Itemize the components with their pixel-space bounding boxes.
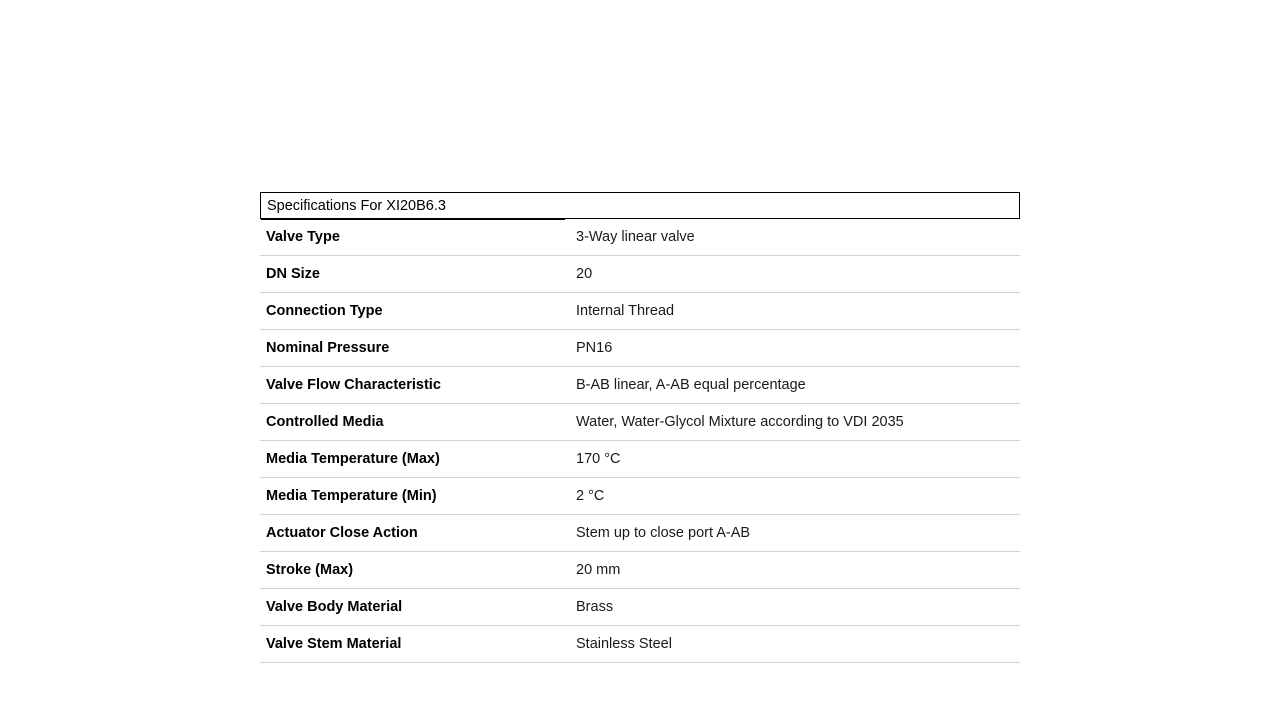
spec-label: Media Temperature (Max) xyxy=(260,441,570,478)
spec-label: Valve Stem Material xyxy=(260,626,570,663)
specifications-table-body xyxy=(260,219,1020,663)
spec-value: Stainless Steel xyxy=(570,626,1020,663)
spec-value: B-AB linear, A-AB equal percentage xyxy=(570,367,1020,404)
specifications-table xyxy=(260,219,1020,663)
spec-value: 2 °C xyxy=(570,478,1020,515)
spec-label: Valve Flow Characteristic xyxy=(260,367,570,404)
spec-value: Water, Water-Glycol Mixture according to VDI 2035 xyxy=(570,404,1020,441)
spec-label: Connection Type xyxy=(260,293,570,330)
table-row xyxy=(260,478,1020,515)
table-row xyxy=(260,219,1020,256)
table-row xyxy=(260,589,1020,626)
specifications-header xyxy=(260,192,1020,219)
spec-label: Controlled Media xyxy=(260,404,570,441)
header-underline xyxy=(261,218,565,220)
spec-label: Media Temperature (Min) xyxy=(260,478,570,515)
spec-label: Stroke (Max) xyxy=(260,552,570,589)
spec-label: Valve Type xyxy=(260,219,570,256)
specifications-title: Specifications For XI20B6.3 xyxy=(267,198,446,214)
spec-value: 3-Way linear valve xyxy=(570,219,1020,256)
spec-label: Actuator Close Action xyxy=(260,515,570,552)
spec-value: PN16 xyxy=(570,330,1020,367)
specifications-block xyxy=(260,192,1020,663)
spec-label: DN Size xyxy=(260,256,570,293)
table-row xyxy=(260,626,1020,663)
table-row xyxy=(260,552,1020,589)
table-row xyxy=(260,515,1020,552)
spec-value: Internal Thread xyxy=(570,293,1020,330)
spec-value: 20 xyxy=(570,256,1020,293)
spec-value: 170 °C xyxy=(570,441,1020,478)
spec-value: Brass xyxy=(570,589,1020,626)
spec-value: Stem up to close port A-AB xyxy=(570,515,1020,552)
spec-label: Nominal Pressure xyxy=(260,330,570,367)
table-row xyxy=(260,330,1020,367)
table-row xyxy=(260,293,1020,330)
table-row xyxy=(260,256,1020,293)
table-row xyxy=(260,441,1020,478)
table-row xyxy=(260,404,1020,441)
spec-label: Valve Body Material xyxy=(260,589,570,626)
table-row xyxy=(260,367,1020,404)
spec-value: 20 mm xyxy=(570,552,1020,589)
